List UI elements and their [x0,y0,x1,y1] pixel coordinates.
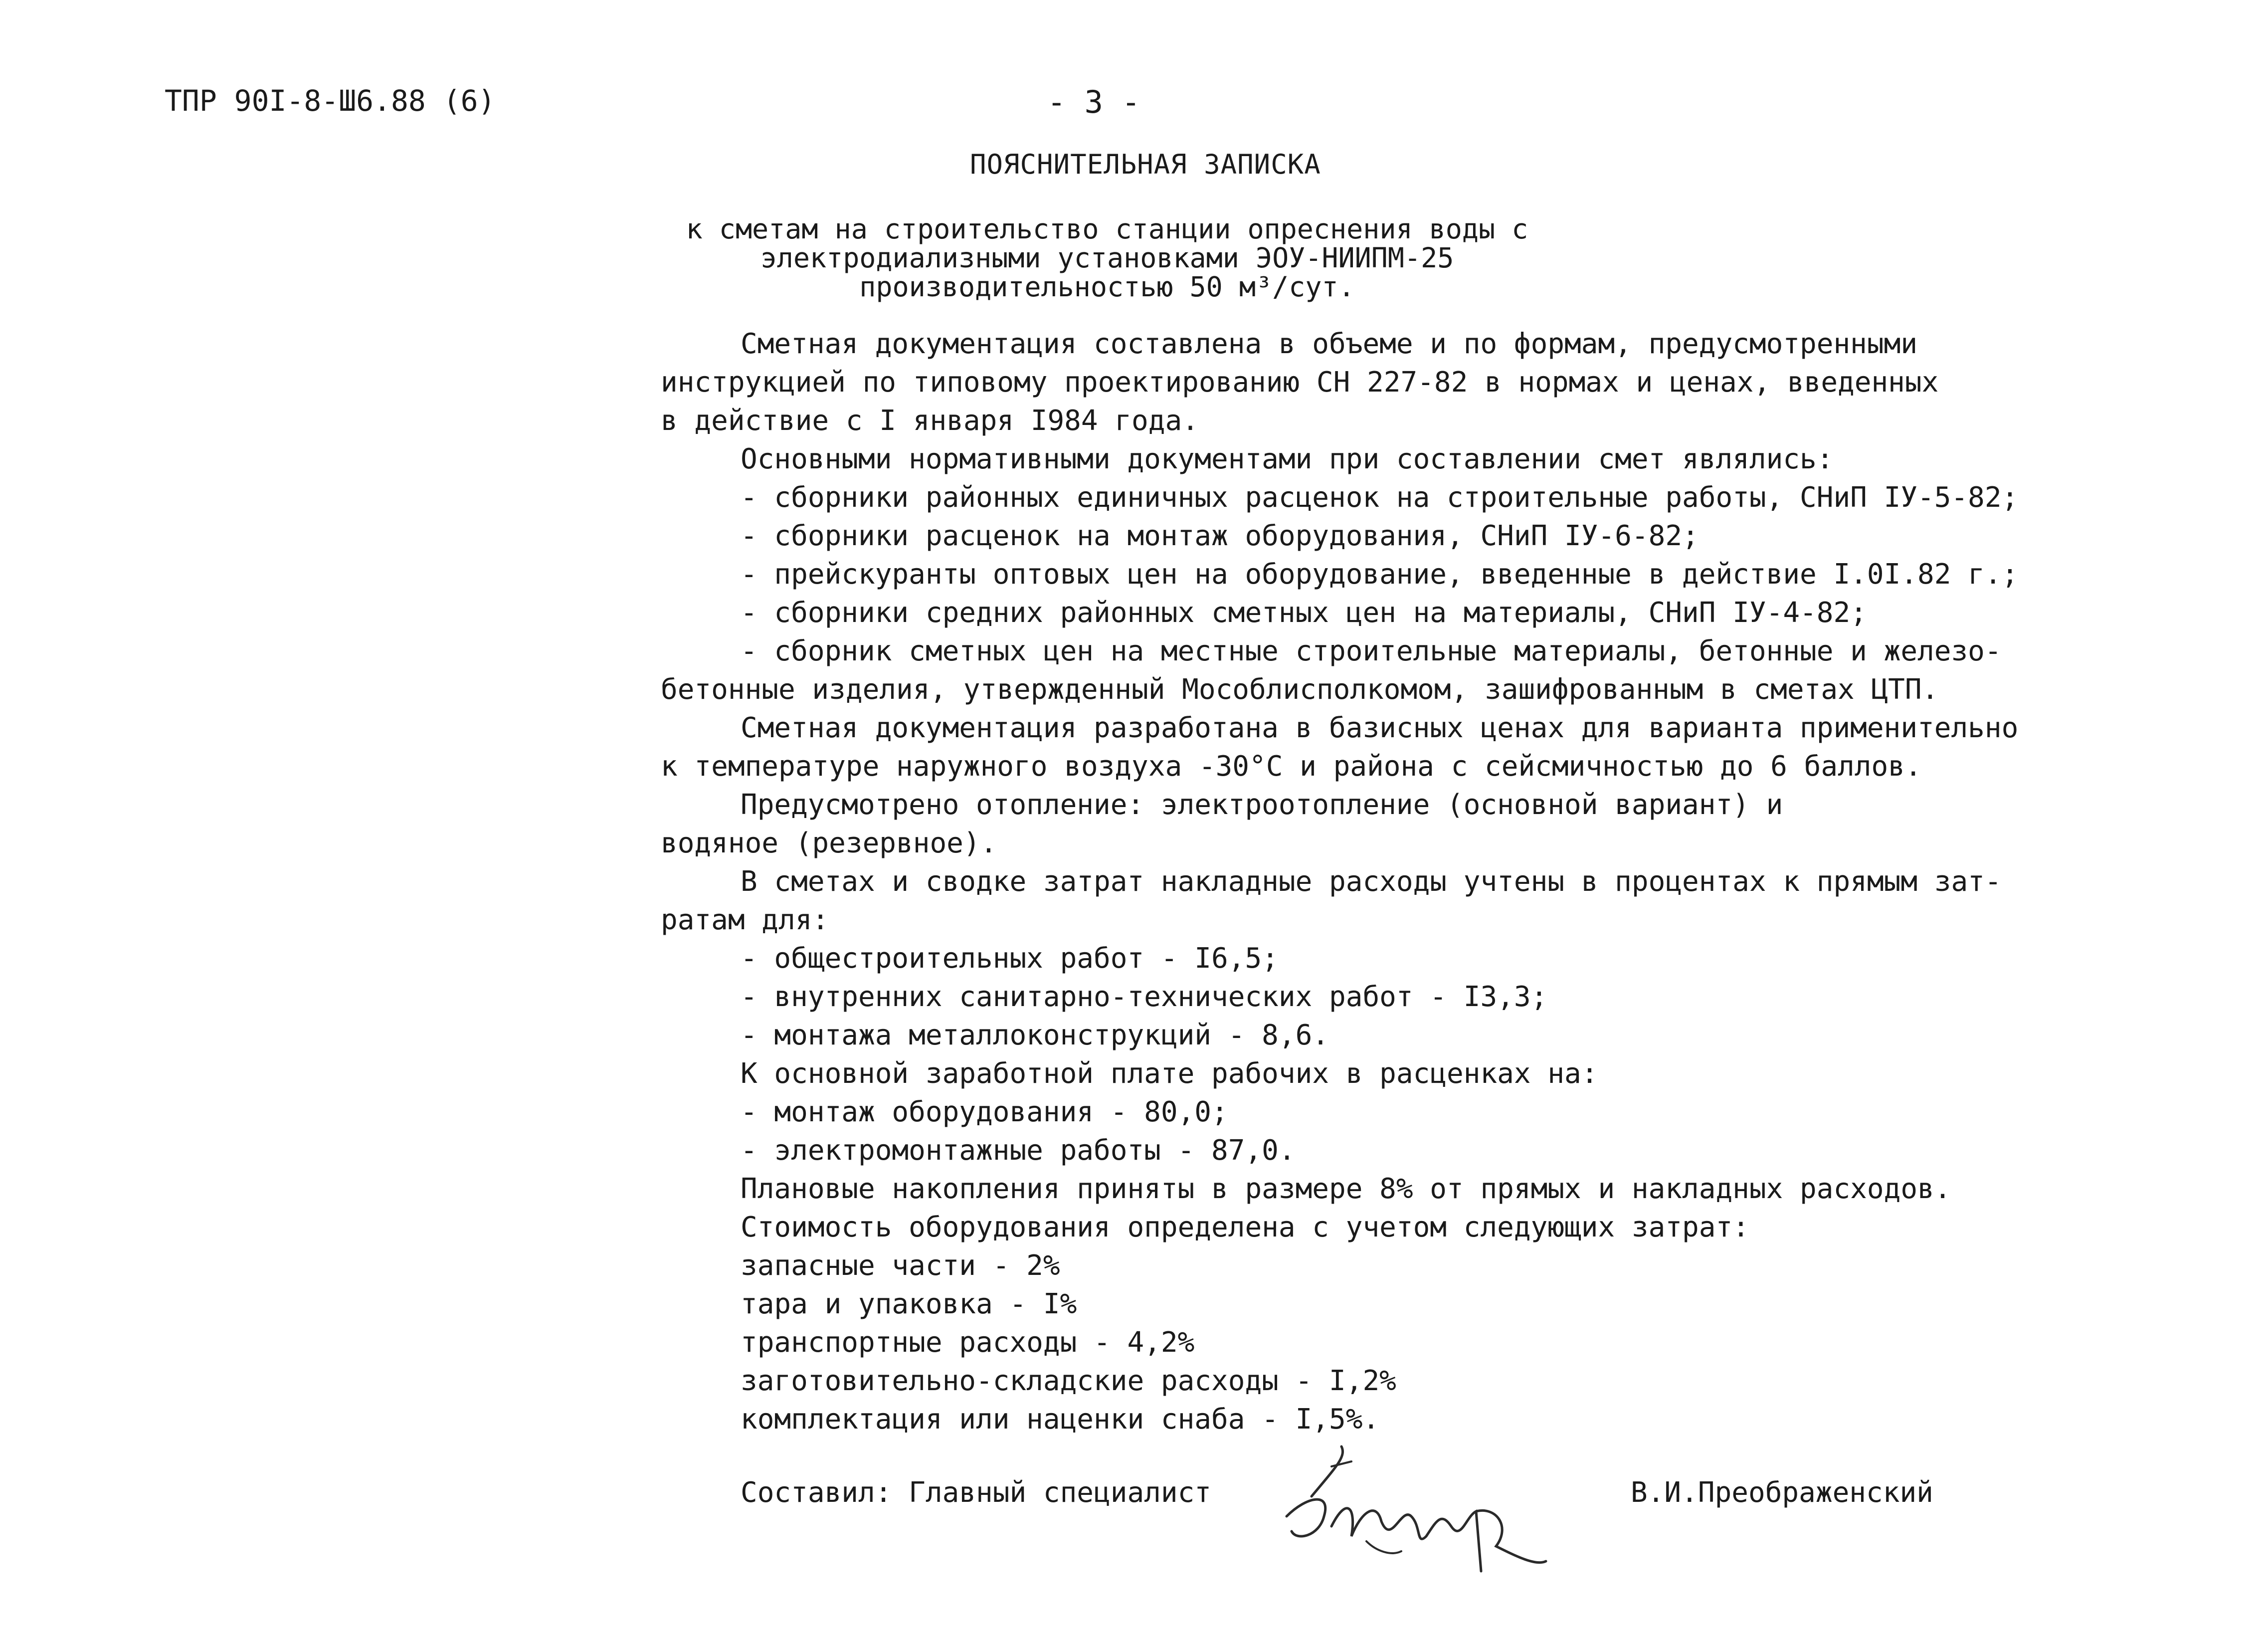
body-line: - внутренних санитарно-технических работ - I3,3; [741,981,1548,1013]
body-line: В сметах и сводке затрат накладные расходы учтены в процентах к прямым зат- [741,865,2002,898]
body-line: - монтажа металлоконструкций - 8,6. [741,1019,1329,1051]
document-title: ПОЯСНИТЕЛЬНАЯ ЗАПИСКА [970,149,1321,180]
body-line: Сметная документация разработана в базисных ценах для варианта применительно [741,712,2019,744]
signatory-name: В.И.Преображенский [1631,1476,1933,1509]
document-subtitle: к сметам на строительство станции опреснения воды с электродиализными установками ЭОУ-НИИПМ-25 производительностью 50 м³/сут. [686,213,1528,303]
body-line: транспортные расходы - 4,2% [741,1326,1195,1359]
body-line: в действие с I января I984 года. [661,405,1199,437]
body-line: инструкцией по типовому проектированию СН 227-82 в нормах и ценах, введенных [661,366,1939,399]
body-line: - сборники расценок на монтаж оборудования, СНиП IУ-6-82; [741,520,1699,552]
body-line: - сборник сметных цен на местные строительные материалы, бетонные и железо- [741,635,2002,667]
body-line: Основными нормативными документами при составлении смет являлись: [741,443,1834,475]
body-line: - монтаж оборудования - 80,0; [741,1096,1228,1128]
body-line: ратам для: [661,904,829,936]
body-line: Стоимость оборудования определена с учетом следующих затрат: [741,1211,1749,1243]
body-line: Предусмотрено отопление: электроотопление (основной вариант) и [741,789,1783,821]
body-line: - электромонтажные работы - 87,0. [741,1134,1296,1167]
body-line: - сборники средних районных сметных цен на материалы, СНиП IУ-4-82; [741,597,1867,629]
handwritten-signature [1277,1437,1556,1586]
body-line: заготовительно-складские расходы - I,2% [741,1365,1396,1397]
signature-label: Составил: Главный специалист [741,1476,1212,1509]
body-line: запасные части - 2% [741,1249,1060,1282]
body-line: К основной заработной плате рабочих в расценках на: [741,1057,1598,1090]
body-line: - общестроительных работ - I6,5; [741,942,1279,975]
body-line: - сборники районных единичных расценок на строительные работы, СНиП IУ-5-82; [741,481,2019,514]
body-line: к температуре наружного воздуха -30°С и района с сейсмичностью до 6 баллов. [661,750,1922,783]
body-line: комплектация или наценки снаба - I,5%. [741,1403,1380,1436]
body-line: Плановые накопления приняты в размере 8% от прямых и накладных расходов. [741,1173,1951,1205]
page-number: - 3 - [1047,84,1140,120]
body-line: водяное (резервное). [661,827,997,859]
body-line: бетонные изделия, утвержденный Мособлисполкомом, зашифрованным в сметах ЦТП. [661,673,1939,706]
document-code: ТПР 90I-8-Ш6.88 (6) [165,84,496,118]
body-line: тара и упаковка - I% [741,1288,1077,1320]
body-line: - прейскуранты оптовых цен на оборудование, введенные в действие I.0I.82 г.; [741,558,2019,591]
body-line: Сметная документация составлена в объеме и по формам, предусмотренными [741,328,1918,360]
